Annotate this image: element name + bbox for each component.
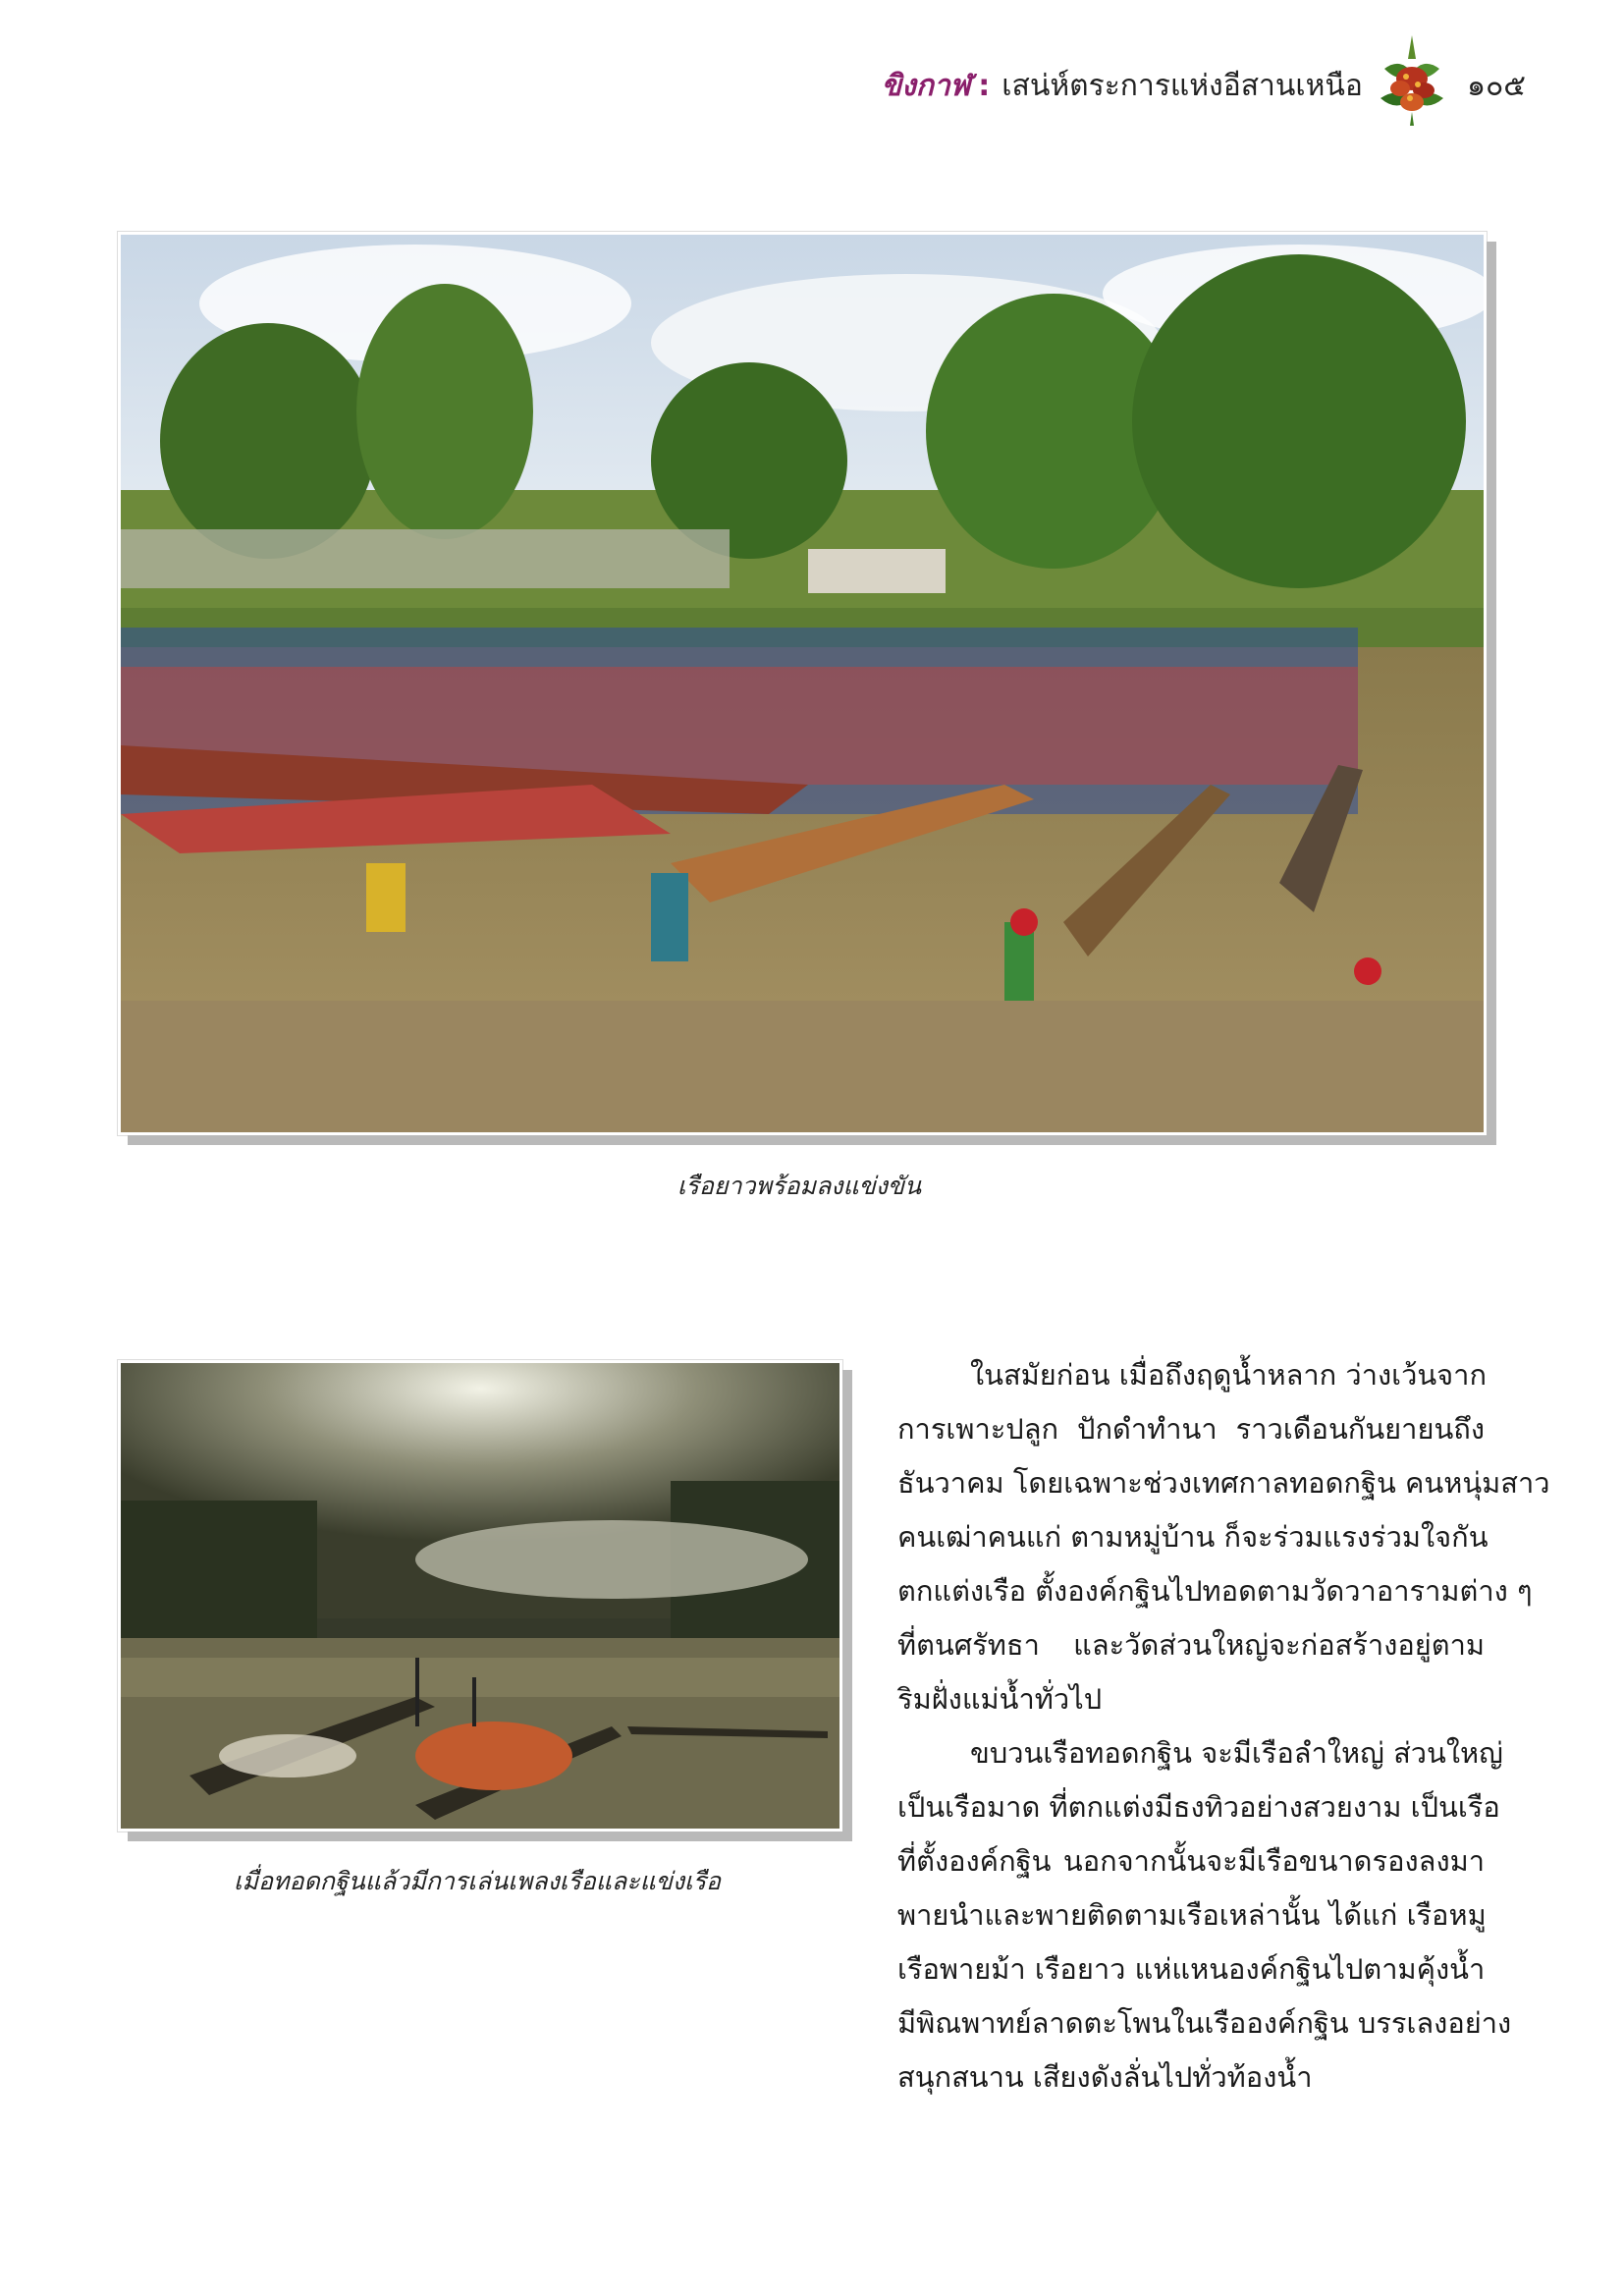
- paragraph: [897, 1726, 1512, 2105]
- evening-boat-procession-photo: [118, 1360, 842, 1831]
- figure-caption-longboats: เรือยาวพร้อมลงแข่งขัน: [677, 1172, 922, 1200]
- text-line: ธันวาคม โดยเฉพาะช่วงเทศกาลทอดกฐิน คนหนุ่มสาว: [897, 1466, 1550, 1500]
- text-line: พายนำและพายติดตามเรือเหล่านั้น ได้แก่ เรือหมู: [897, 1898, 1487, 1932]
- header-colon: :: [978, 68, 991, 103]
- page-header: [882, 51, 1526, 120]
- text-line: ที่ตั้งองค์กฐิน นอกจากนั้นจะมีเรือขนาดรองลงมา: [897, 1844, 1485, 1878]
- header-title: เสน่ห์ตระการแห่งอีสานเหนือ: [1001, 68, 1363, 103]
- text-line: การเพาะปลูก ปักดำทำนา ราวเดือนกันยายนถึง: [897, 1412, 1485, 1446]
- article-body: [897, 1348, 1550, 2105]
- text-line: ขบวนเรือทอดกฐิน จะมีเรือลำใหญ่ ส่วนใหญ่: [970, 1736, 1503, 1770]
- header-brand: ขิงกาฬ: [881, 68, 971, 103]
- text-line: ตกแต่งเรือ ตั้งองค์กฐินไปทอดตามวัดวาอารามต่าง ๆ: [897, 1574, 1533, 1608]
- paragraph: [897, 1348, 1550, 1726]
- page-number: ๑๐๕: [1466, 68, 1526, 103]
- figure-caption-evening-boats: เมื่อทอดกฐินแล้วมีการเล่นเพลงเรือและแข่งเรือ: [233, 1867, 722, 1895]
- text-line: เป็นเรือมาด ที่ตกแต่งมีธงทิวอย่างสวยงาม เป็นเรือ: [897, 1790, 1500, 1824]
- text-line: คนเฒ่าคนแก่ ตามหมู่บ้าน ก็จะร่วมแรงร่วมใจกัน: [897, 1520, 1489, 1554]
- text-line: สนุกสนาน เสียงดังลั่นไปทั่วท้องน้ำ: [897, 2060, 1313, 2094]
- flower-emblem-icon: [1371, 29, 1453, 128]
- text-line: มีพิณพาทย์ลาดตะโพนในเรือองค์กฐิน บรรเลงอย่าง: [897, 2006, 1512, 2040]
- text-line: ริมฝั่งแม่น้ำทั่วไป: [897, 1682, 1103, 1716]
- longboats-ready-to-race-photo: [118, 232, 1487, 1135]
- text-line: ในสมัยก่อน เมื่อถึงฤดูน้ำหลาก ว่างเว้นจาก: [970, 1358, 1488, 1392]
- text-line: เรือพายม้า เรือยาว แห่แหนองค์กฐินไปตามคุ้งน้ำ: [897, 1952, 1486, 1986]
- text-line: ที่ตนศรัทธา และวัดส่วนใหญ่จะก่อสร้างอยู่ตาม: [897, 1628, 1485, 1662]
